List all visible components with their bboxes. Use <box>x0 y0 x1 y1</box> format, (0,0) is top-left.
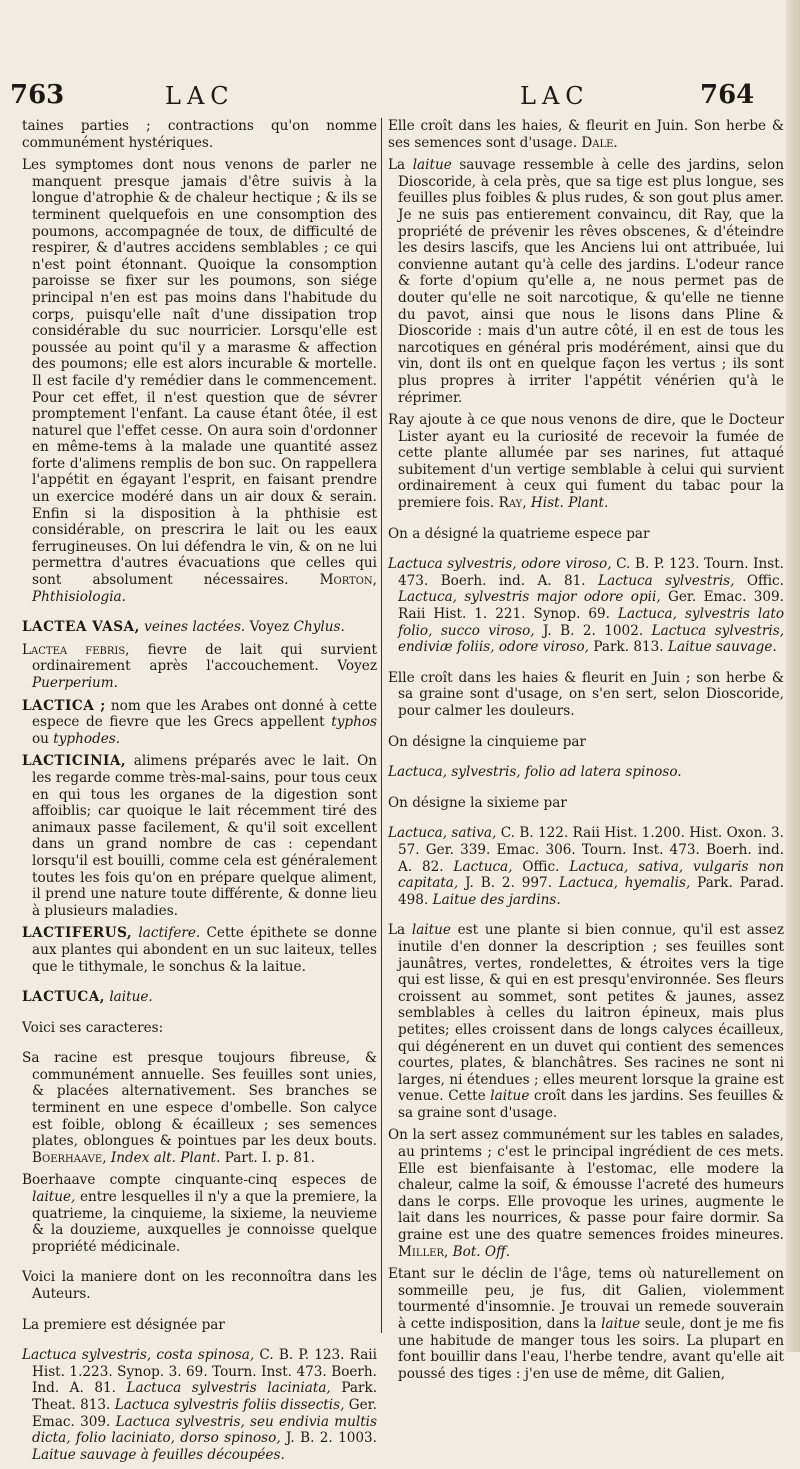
paragraph: On a désigné la quatrieme espece par <box>388 525 650 542</box>
paragraph: Les symptomes dont nous venons de parler ne manquent presque jamais d'être suivis à la longue d'atrophie & de chaleur hectique ; & ils se terminent quelquefois en une consomption des poumons, accompagnée de toux, de difficulté de respirer, & d'autres accidens semblables ; ce qui n'est point étonnant. Quoique la consomption paroisse se fixer sur les poumons, son siége principal n'en est pas moins dans l'habitude du corps, puisqu'elle naît d'une dissipation trop considérable du suc nourricier. Lorsqu'elle est poussée au point qu'il y a marasme & affection des poumons; elle est alors incurable & mortelle. Il est facile d'y remédier dans le commencement. Pour cet effet, il n'est question que de sévrer promptement l'enfant. La cause étant ôtée, il est naturel que l'effet cesse. On aura soin d'ordonner en même-tems à la malade une quantité assez forte d'alimens remplis de bon suc. On rappellera l'appétit en égayant l'esprit, en faisant prendre un exercice modéré dans un air doux & serain. Enfin si la disposition à la phthisie est considérable, on prescrira le lait ou les eaux ferrugineuses. On lui défendra le vin, & on ne lui permettra d'autres évacuations que celles qui sont absolument nécessaires. Morton, Phthisiologia. <box>22 157 377 605</box>
paragraph: La laitue est une plante si bien connue, qu'il est assez inutile d'en donner la description ; ses feuilles sont jaunâtres, vertes, rondelettes, & étroites vers la tige qui est lisse, & qui en est presqu'environnée. Ses fleurs croissent au sommet, sont petites & jaunes, assez semblables à celles du laitron épineux, mais plus petites; elles croissent dans de longs calyces écailleux, qui dégénerent en un duvet qui contient des semences courtes, plates, & blanchâtres. Ses racines ne sont ni larges, ni étendues ; elles meurent lorsque la graine est venue. Cette laitue croît dans les jardins. Ses feuilles & sa graine sont d'usage. <box>388 922 785 1121</box>
paragraph: Voici ses caracteres: <box>22 1019 164 1036</box>
entry-lactica: LACTICA ; nom que les Arabes ont donné à cette espece de fievre que les Grecs appellent typhos ou typhodes. <box>22 697 377 747</box>
paragraph: Etant sur le déclin de l'âge, tems où naturellement on sommeille peu, je fus, dit Galien, violemment tourmenté d'insomnie. Je trouvai un remede souverain à cette indisposition, dans la laitue seule, dont je me fis une habitude de manger tous les soirs. La plupart en font bouillir dans l'eau, l'herbe tendre, avant qu'elle ait poussé des tiges : j'en use de même, dit Galien, <box>388 1266 785 1382</box>
left-running-head: LAC <box>165 82 235 110</box>
synonymy-block: Lactuca, sylvestris, folio ad latera spinoso. <box>388 764 682 781</box>
right-running-head: LAC <box>520 82 590 110</box>
paragraph: Voici la maniere dont on les reconnoîtra dans les Auteurs. <box>22 1269 377 1302</box>
page-header <box>0 80 800 116</box>
paragraph: On la sert assez communément sur les tables en salades, au printems ; c'est le principal ingrédient de ces mets. Elle est bienfaisante à l'estomac, elle modere la chaleur, calme la soif, & émousse l'acreté des humeurs dans le corps. Elle provoque les urines, augmente le lait dans les nourrices, & passe pour faire dormir. Sa graine est une des quatre semences froides mineures. Miller, Bot. Off. <box>388 1127 784 1260</box>
entry-lactea-vasa: LACTEA VASA, veines lactées. Voyez Chylus. <box>22 619 345 636</box>
paragraph: Boerhaave compte cinquante-cinq especes de laitue, entre lesquelles il n'y a que la premiere, la quatrieme, la cinquieme, la sixieme, la neuvieme & la douzieme, auxquelles je connoisse quelque propriété médicinale. <box>22 1172 377 1255</box>
paragraph: La laitue sauvage ressemble à celle des jardins, selon Dioscoride, à cela près, que sa tige est plus longue, ses feuilles plus foibles & plus rudes, & son gout plus amer. Je ne suis pas entierement convaincu, dit Ray, que la propriété de prévenir les rêves obscenes, & d'éteindre les desirs lascifs, que les Anciens lui ont attribuée, lui convienne autant qu'à celle des jardins. L'odeur rance & forte d'opium qu'elle a, ne nous permet pas de douter qu'elle ne soit narcotique, & qu'elle ne tienne du pavot, ainsi que nous le lisons dans Pline & Dioscoride : mais d'un autre côté, il en est de tous les narcotiques en général pris modérément, ainsi que du vin, dont ils ont en quelque façon les vertus ; ils sont plus propres à irriter l'appétit vénérien qu'à le réprimer. <box>388 157 784 406</box>
paragraph: Elle croît dans les haies, & fleurit en Juin. Son herbe & ses semences sont d'usage. Dale. <box>388 118 784 151</box>
paragraph: On désigne la cinquieme par <box>388 733 587 750</box>
synonymy-block: Lactuca sylvestris, odore viroso, C. B. P. 123. Tourn. Inst. 473. Boerh. ind. A. 81. Lactuca sylvestris, Offic. Lactuca, sylvestris major odore opii, Ger. Emac. 309. Raii Hist. 1. 221. Synop. 69. Lactuca, sylvestris lato folio, succo viroso, J. B. 2. 1002. Lactuca sylvestris, endiviæ foliis, odore viroso, Park. 813. Laitue sauvage. <box>388 556 785 656</box>
synonymy-block: Lactuca, sativa, C. B. 122. Raii Hist. 1.200. Hist. Oxon. 3. 57. Ger. 339. Emac. 306. Tourn. Inst. 473. Boerh. ind. A. 82. Lactuca, Offic. Lactuca, sativa, vulgaris non capitata, J. B. 2. 997. Lactuca, hyemalis, Park. Parad. 498. Laitue des jardins. <box>388 825 785 908</box>
synonymy-block: Lactuca sylvestris, costa spinosa, C. B. P. 123. Raii Hist. 1.223. Synop. 3. 69. Tourn. Inst. 473. Boerh. Ind. A. 81. Lactuca sylvestris laciniata, Park. Theat. 813. Lactuca sylvestris foliis dissectis, Ger. Emac. 309. Lactuca sylvestris, seu endivia multis dicta, folio laciniato, dorso spinoso, J. B. 2. 1003. Laitue sauvage à feuilles découpées. <box>22 1347 378 1463</box>
entry-lactuca: LACTUCA, laitue. <box>22 989 153 1006</box>
right-page-number: 764 <box>700 80 755 110</box>
paragraph: Ray ajoute à ce que nous venons de dire, que le Docteur Lister ayant eu la curiosité de recevoir la fumée de cette plante allumée par ses narines, fut attaqué subitement d'un vertige semblable à celui qui survient ordinairement à ceux qui fument du tabac pour la premiere fois. Ray, Hist. Plant. <box>388 412 784 512</box>
paragraph: La premiere est désignée par <box>22 1316 225 1333</box>
entry-lactiferus: LACTIFERUS, lactifere. Cette épithete se donne aux plantes qui abondent en un suc laiteux, telles que le tithymale, le sonchus & la laitue. <box>22 925 377 975</box>
right-column <box>388 118 784 1388</box>
entry-lacticinia: LACTICINIA, alimens préparés avec le lait. On les regarde comme très-mal-sains, pour tous ceux en qui tous les organes de la digestion sont affoiblis; car quoique le lait récemment tiré des animaux passe facilement, & qu'il soit excellent dans un grand nombre de cas : cependant lorsqu'il est bouilli, comme cela est généralement toutes les fois qu'on en prépare quelque aliment, il prend une nature toute différente, & donne lieu à plusieurs maladies. <box>22 753 377 919</box>
page-edge <box>786 0 800 1352</box>
paragraph: Sa racine est presque toujours fibreuse, & communément annuelle. Ses feuilles sont unies, & placées alternativement. Ses branches se terminent en une espece d'ombelle. Son calyce est foible, oblong & écailleux ; ses semences plates, oblongues & pointues par les deux bouts. Boerhaave, Index alt. Plant. Part. I. p. 81. <box>22 1050 377 1166</box>
column-divider <box>381 118 382 1333</box>
left-column <box>22 118 377 1469</box>
paragraph: On désigne la sixieme par <box>388 794 567 811</box>
entry-lactea-febris: Lactea febris, fievre de lait qui survient ordinairement après l'accouchement. Voyez Puerperium. <box>22 641 377 691</box>
paragraph: Elle croît dans les haies & fleurit en Juin ; son herbe & sa graine sont d'usage, on s'en sert, selon Dioscoride, pour calmer les douleurs. <box>388 669 784 719</box>
left-page-number: 763 <box>10 80 65 110</box>
paragraph: taines parties ; contractions qu'on nomme communément hystériques. <box>22 118 377 151</box>
